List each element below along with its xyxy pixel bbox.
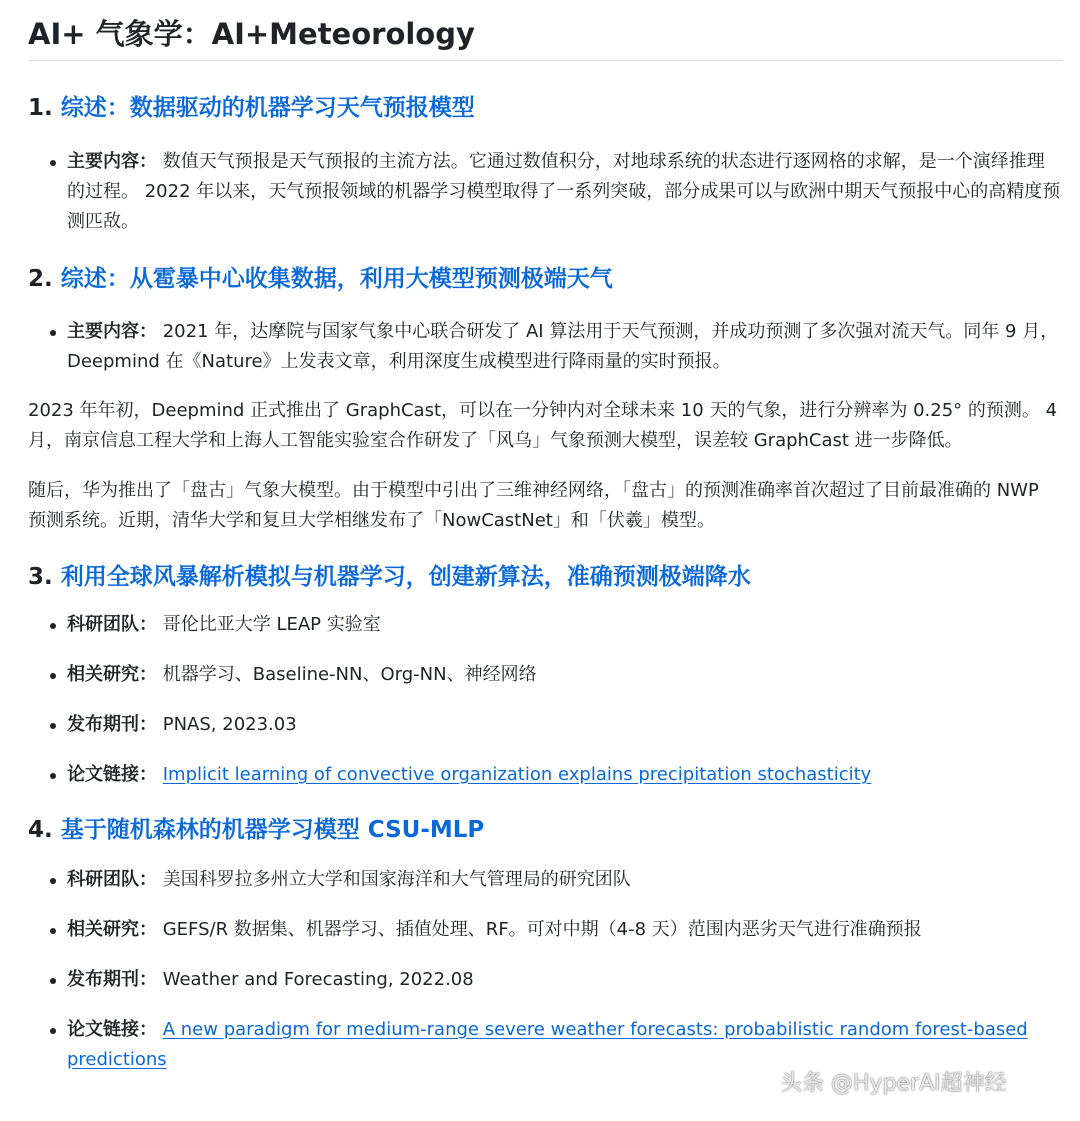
item-label: 科研团队：	[67, 869, 157, 890]
section-2-list	[28, 317, 1062, 377]
list-item	[28, 965, 1062, 995]
item-text: 2021 年，达摩院与国家气象中心联合研发了 AI 算法用于天气预测，并成功预测了多次强对流天气。同年 9 月，Deepmind 在《Nature》上发表文章，利用深度生成模型进行降雨量的实时预报。	[67, 321, 1059, 372]
list-item	[28, 147, 1062, 237]
bullet-icon	[50, 623, 56, 629]
bullet-icon	[50, 330, 56, 336]
bullet-icon	[50, 878, 56, 884]
paper-link[interactable]: Implicit learning of convective organization explains precipitation stochasticity	[162, 764, 872, 785]
bullet-icon	[50, 160, 56, 166]
paragraph-graphcast: 2023 年年初，Deepmind 正式推出了 GraphCast，可以在一分钟内对全球未来 10 天的气象，进行分辨率为 0.25° 的预测。 4 月，南京信息工程大学和上海人工智能实验室合作研发了「风乌」气象预测大模型，误差较 GraphCast 进一步降低。	[28, 400, 1058, 451]
item-text: Weather and Forecasting, 2022.08	[162, 969, 474, 990]
section-4-list	[28, 865, 1062, 1075]
item-text: 美国科罗拉多州立大学和国家海洋和大气管理局的研究团队	[162, 869, 631, 890]
bullet-icon	[50, 978, 56, 984]
paper-link[interactable]: A new paradigm for medium-range severe weather forecasts: probabilistic random forest-based predictions	[67, 1019, 1028, 1070]
item-label: 相关研究：	[67, 919, 157, 940]
item-text: 哥伦比亚大学 LEAP 实验室	[162, 614, 381, 635]
section-1-list	[28, 147, 1062, 237]
list-item	[28, 1015, 1062, 1075]
item-label: 相关研究：	[67, 664, 157, 685]
item-label: 发布期刊：	[67, 714, 157, 735]
bullet-icon	[50, 723, 56, 729]
item-text: PNAS, 2023.03	[162, 714, 297, 735]
item-label: 科研团队：	[67, 614, 157, 635]
item-text: GEFS/R 数据集、机器学习、插值处理、RF。可对中期（4-8 天）范围内恶劣天气进行准确预报	[162, 919, 922, 940]
page-title: AI+ 气象学：AI+Meteorology	[28, 0, 1062, 61]
item-label: 论文链接：	[67, 1019, 157, 1040]
section-3-heading	[28, 561, 1062, 593]
list-item	[28, 660, 1062, 690]
article	[28, 0, 1062, 1075]
section-1-title-link[interactable]: 综述：数据驱动的机器学习天气预报模型	[60, 95, 475, 121]
item-label: 论文链接：	[67, 764, 157, 785]
watermark: 头条 @HyperAI超神经	[780, 1071, 1007, 1096]
list-item	[28, 865, 1062, 895]
item-text: 数值天气预报是天气预报的主流方法。它通过数值积分，对地球系统的状态进行逐网格的求解，是一个演绎推理的过程。 2022 年以来，天气预报领域的机器学习模型取得了一系列突破，部分成果可以与欧洲中期天气预报中心的高精度预测匹敌。	[67, 151, 1061, 232]
list-item	[28, 915, 1062, 945]
bullet-icon	[50, 928, 56, 934]
section-number: 2.	[28, 266, 53, 292]
section-number: 4.	[28, 817, 53, 843]
bullet-icon	[50, 773, 56, 779]
list-item	[28, 317, 1062, 377]
section-4-title-link[interactable]: 基于随机森林的机器学习模型 CSU-MLP	[60, 817, 485, 843]
section-number: 3.	[28, 564, 53, 590]
list-item	[28, 710, 1062, 740]
item-label: 主要内容：	[67, 151, 157, 172]
item-text: 机器学习、Baseline-NN、Org-NN、神经网络	[162, 664, 537, 685]
section-2-heading	[28, 263, 1062, 295]
bullet-icon	[50, 1028, 56, 1034]
section-4-heading	[28, 814, 1062, 846]
section-3-title-link[interactable]: 利用全球风暴解析模拟与机器学习，创建新算法，准确预测极端降水	[60, 564, 751, 590]
list-item	[28, 610, 1062, 640]
section-2-title-link[interactable]: 综述：从雹暴中心收集数据，利用大模型预测极端天气	[60, 266, 613, 292]
list-item	[28, 760, 1062, 790]
paragraph-pangu: 随后，华为推出了「盘古」气象大模型。由于模型中引出了三维神经网络，「盘古」的预测准确率首次超过了目前最准确的 NWP 预测系统。近期，清华大学和复旦大学相继发布了「NowCastNet」和「伏羲」模型。	[28, 480, 1039, 531]
item-label: 主要内容：	[67, 321, 157, 342]
section-number: 1.	[28, 95, 53, 121]
section-1-heading	[28, 92, 1062, 124]
item-label: 发布期刊：	[67, 969, 157, 990]
bullet-icon	[50, 673, 56, 679]
section-3-list	[28, 610, 1062, 790]
